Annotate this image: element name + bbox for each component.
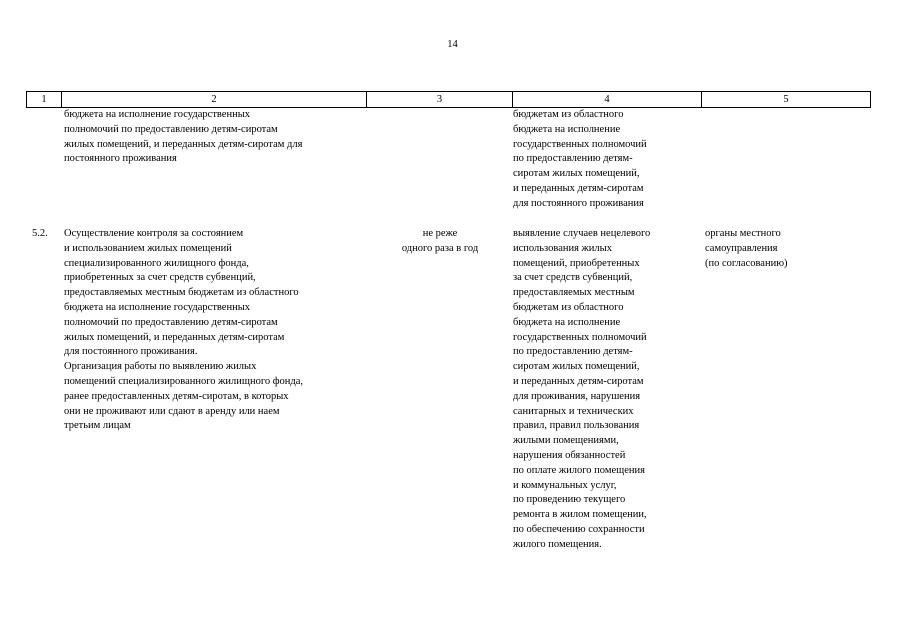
continuation-result: бюджетам из областного бюджета на исполнение государственных полномочий по предоставлению детям- сиротам жилых помещений, и переданных детям-сиротам для постоянного проживания <box>513 109 647 209</box>
column-header-5: 5 <box>701 92 871 107</box>
table-header-row <box>26 91 871 108</box>
column-header-3: 3 <box>366 92 512 107</box>
row-responsible: органы местного самоуправления (по согласованию) <box>705 228 788 269</box>
row-number: 5.2. <box>32 228 48 239</box>
column-header-2: 2 <box>61 92 366 107</box>
page-number: 14 <box>447 39 458 50</box>
column-header-4: 4 <box>512 92 701 107</box>
row-frequency: не реже одного раза в год <box>401 228 479 254</box>
column-header-1: 1 <box>26 92 61 107</box>
row-result: выявление случаев нецелевого использования жилых помещений, приобретенных за счет средств субвенций, предоставляемых местным бюджетам из областного бюджета на исполнение государственных полномочий по предоставлению детям- сиротам жилых помещений, и переданных детям-сиротам для проживания, нарушения санитарных и технических правил, правил пользования жилыми помещениями, нарушения обязанностей по оплате жилого помещения и коммунальных услуг, по проведению текущего ремонта в жилом помещении, по обеспечению сохранности жилого помещения. <box>513 228 651 550</box>
continuation-description: бюджета на исполнение государственных полномочий по предоставлению детям-сиротам жилых помещений, и переданных детям-сиротам для постоянного проживания <box>64 109 303 165</box>
row-description: Осуществление контроля за состоянием и использованием жилых помещений специализированного жилищного фонда, приобретенных за счет средств субвенций, предоставляемых местным бюджетам из областного бюджета на исполнение государственных полномочий по предоставлению детям-сиротам жилых помещений, и переданных детям-сиротам для постоянного проживания. Организация работы по выявлению жилых помещений специализированного жилищного фонда, ранее предоставленных детям-сиротам, в которых они не проживают или сдают в аренду или наем третьим лицам <box>64 228 304 432</box>
